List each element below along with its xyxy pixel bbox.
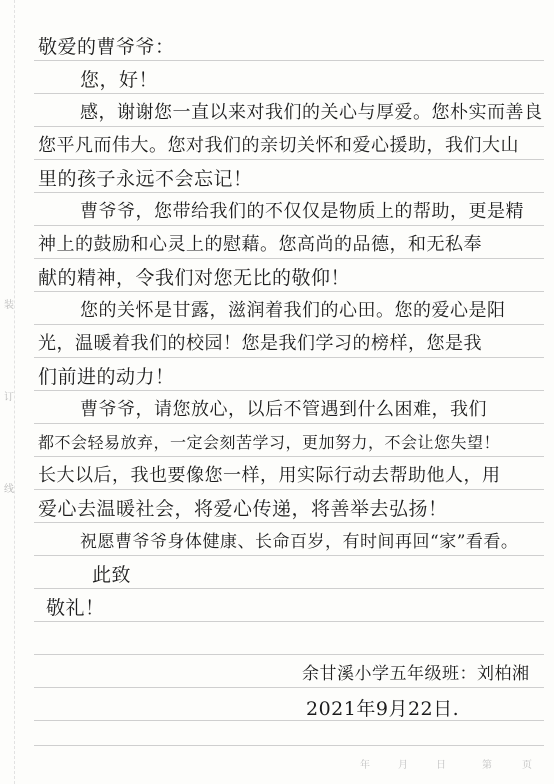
- footer-page-unit: 页: [522, 760, 532, 771]
- ruled-line: [34, 621, 544, 622]
- letter-line-13: 爱心去温暖社会，将爱心传递，将善举去弘扬！: [38, 498, 448, 520]
- ruled-line: [34, 489, 544, 490]
- ruled-line: [34, 357, 544, 358]
- ruled-line: [34, 654, 544, 655]
- ruled-line: [34, 555, 544, 556]
- letter-salutation: 敬爱的曹爷爷：: [38, 36, 175, 58]
- ruled-line: [34, 159, 544, 160]
- ruled-line: [34, 745, 544, 746]
- letter-closing-ci-zhi: 此致: [92, 564, 132, 586]
- ruled-line: [34, 192, 544, 193]
- footer-day-label: 日: [436, 760, 446, 771]
- binding-mark-zhuang: 装: [4, 300, 14, 311]
- letter-line-1: 感，谢谢您一直以来对我们的关心与厚爱。您朴实而善良: [80, 102, 543, 123]
- letter-line-5: 神上的鼓励和心灵上的慰藉。您高尚的品德，和无私奉: [38, 234, 482, 255]
- letter-line-4: 曹爷爷，您带给我们的不仅仅是物质上的帮助，更是精: [80, 201, 524, 222]
- ruled-line: [34, 390, 544, 391]
- footer-month-label: 月: [398, 760, 408, 771]
- footer-year-label: 年: [360, 760, 370, 771]
- letter-line-10: 曹爷爷，请您放心，以后不管遇到什么困难，我们: [80, 399, 487, 420]
- ruled-line: [34, 423, 544, 424]
- ruled-line: [34, 588, 544, 589]
- ruled-line: [34, 258, 544, 259]
- letter-line-12: 长大以后，我也要像您一样，用实际行动去帮助他人，用: [38, 465, 501, 486]
- ruled-line: [34, 60, 544, 61]
- ruled-line: [34, 720, 544, 721]
- letter-closing-jing-li: 敬礼！: [46, 597, 105, 619]
- binding-mark-ding: 订: [4, 392, 14, 403]
- letter-line-6: 献的精神，令我们对您无比的敬仰！: [38, 267, 351, 289]
- letter-line-3: 里的孩子永远不会忘记！: [38, 168, 253, 190]
- ruled-line: [34, 456, 544, 457]
- letter-line-14: 祝愿曹爷爷身体健康、长命百岁，有时间再回“家”看看。: [80, 532, 519, 552]
- letter-signature: 余甘溪小学五年级班：刘柏湘: [302, 664, 530, 684]
- letter-line-9: 们前进的动力！: [38, 366, 175, 388]
- letter-line-8: 光，温暖着我们的校园！您是我们学习的榜样，您是我: [38, 333, 482, 354]
- ruled-line: [34, 225, 544, 226]
- letter-date: 2021年9月22日.: [306, 698, 460, 720]
- ruled-line: [34, 93, 544, 94]
- binding-mark-xian: 线: [4, 484, 14, 495]
- footer-page-label: 第: [482, 760, 492, 771]
- ruled-line: [34, 522, 544, 523]
- ruled-line: [34, 687, 544, 688]
- binding-margin-line: [14, 0, 15, 784]
- letter-line-11: 都不会轻易放弃，一定会刻苦学习，更加努力，不会让您失望！: [38, 433, 501, 452]
- letter-line-7: 您的关怀是甘露，滋润着我们的心田。您的爱心是阳: [80, 300, 506, 321]
- ruled-line: [34, 324, 544, 325]
- ruled-line: [34, 291, 544, 292]
- letter-line-2: 您平凡而伟大。您对我们的亲切关怀和爱心援助，我们大山: [38, 135, 519, 156]
- ruled-line: [34, 126, 544, 127]
- letter-greeting: 您，好！: [80, 69, 159, 91]
